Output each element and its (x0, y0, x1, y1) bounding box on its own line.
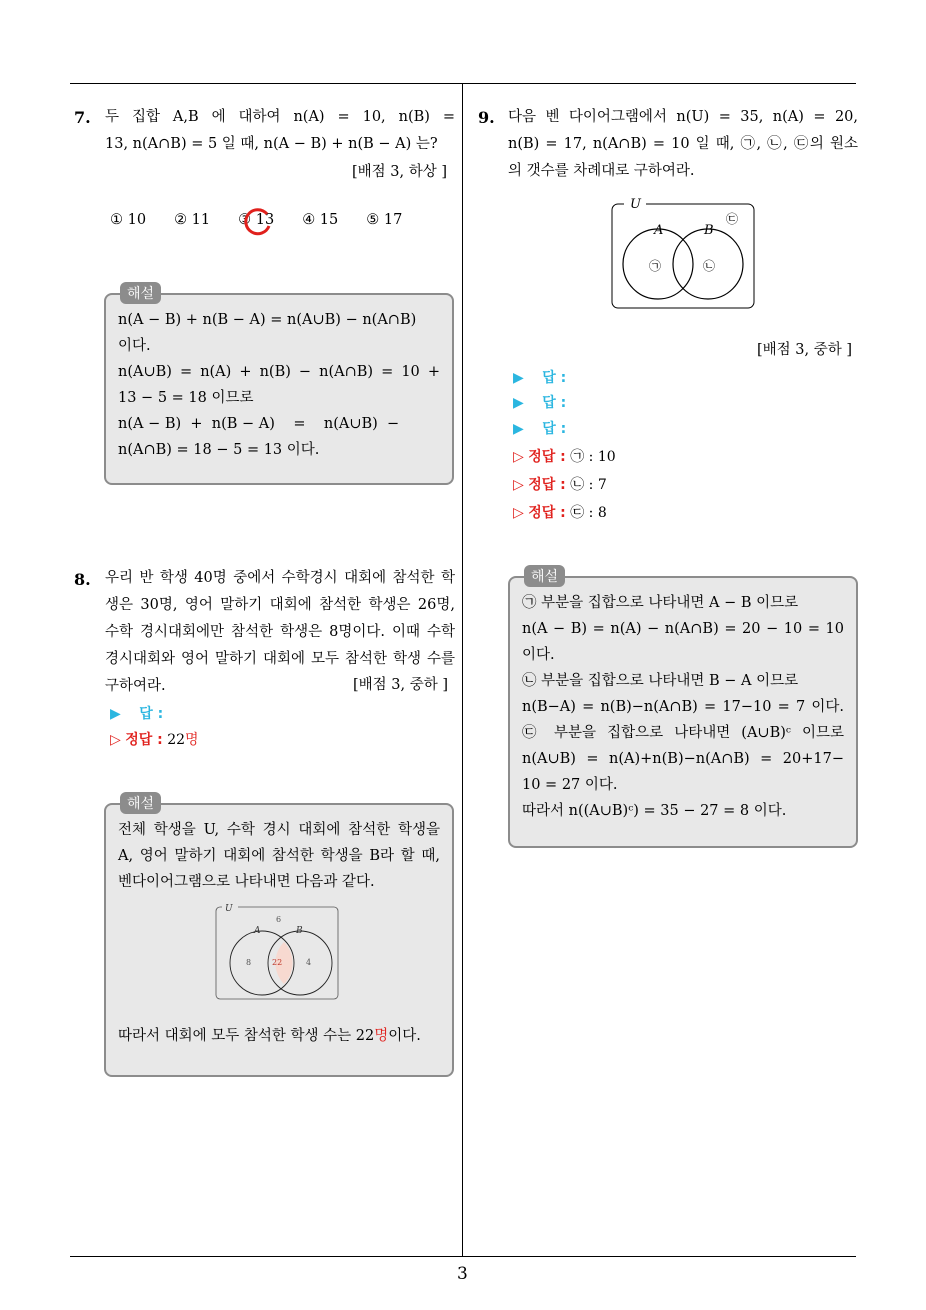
q8-line: 우리 반 학생 40명 중에서 수학경시 대회에 참석한 학 (105, 570, 455, 586)
sol-line: n(A∪B) = n(A)+n(B)−n(A∩B) = 20+17− (522, 751, 844, 767)
sol-line: n(A∩B) = 18 − 5 = 13 이다. (118, 442, 320, 458)
q8-answer-row (110, 703, 163, 723)
answer-label: 답 : (139, 706, 164, 722)
q7-grade: [배점 3, 하상 ] (352, 164, 448, 180)
q8-solution-box (104, 803, 454, 1077)
sol-line: 벤다이어그램으로 나타내면 다음과 같다. (118, 874, 375, 890)
q8-solution-tag: 해설 (120, 792, 161, 814)
answer-label: 답 : (542, 395, 567, 411)
venn-label-u: U (225, 904, 233, 914)
page-number: 3 (457, 1264, 468, 1284)
column-divider (462, 83, 463, 1257)
q7-line: 13, n(A∩B) = 5 일 때, n(A − B) + n(B − A) 는? (105, 136, 438, 152)
top-rule (70, 83, 856, 84)
q7-solution-tag: 해설 (120, 282, 161, 304)
q9-correct-row (513, 474, 607, 494)
correct-value: 22 (167, 732, 186, 748)
answer-label: 답 : (542, 421, 567, 437)
choice[interactable]: ④ 15 (302, 212, 339, 228)
bottom-rule (70, 1256, 856, 1257)
sol-line: 전체 학생을 U, 수학 경시 대회에 참석한 학생을 (118, 822, 440, 838)
q9-venn-diagram (610, 198, 758, 310)
venn-region-3: ㉢ (726, 212, 739, 226)
sol-line: 따라서 n((A∪B)ᶜ) = 35 − 27 = 8 이다. (522, 803, 787, 819)
sol-line: 10 = 27 이다. (522, 777, 618, 793)
q9-solution-box (508, 576, 858, 848)
sol-line: A, 영어 말하기 대회에 참석한 학생을 B라 할 때, (118, 848, 440, 864)
venn-left: 8 (246, 958, 252, 967)
venn-label-a: A (654, 223, 664, 238)
sol-line: ㉠ 부분을 집합으로 나타내면 A − B 이므로 (522, 595, 799, 611)
q9-line: 다음 벤 다이어그램에서 n(U) = 35, n(A) = 20, (508, 109, 858, 125)
venn-label-b: B (296, 926, 303, 936)
q7-solution-box (104, 293, 454, 485)
q9-correct-row (513, 446, 616, 466)
venn-region-2: ㉡ (703, 259, 716, 273)
selected-answer-circle-icon (241, 206, 273, 236)
venn-region-1: ㉠ (649, 259, 662, 273)
correct-label: 정답 : (528, 505, 566, 521)
q8-grade: [배점 3, 중하 ] (353, 677, 449, 693)
sol-end-pre: 따라서 대회에 모두 참석한 학생 수는 22 (118, 1028, 375, 1044)
correct-label: 정답 : (125, 732, 163, 748)
sol-line: n(A − B) = n(A) − n(A∩B) = 20 − 10 = 10 (522, 621, 844, 637)
q9-correct-row (513, 502, 607, 522)
q9-text (508, 104, 858, 185)
q8-correct-row (110, 729, 199, 749)
choice[interactable]: ⑤ 17 (366, 212, 403, 228)
answer-label: 답 : (542, 370, 567, 386)
sol-line: 이다. (522, 647, 555, 663)
triangle-icon: ▶ (110, 706, 121, 722)
sol-line: ㉡ 부분을 집합으로 나타내면 B − A 이므로 (522, 673, 799, 689)
correct-unit: 명 (185, 732, 199, 748)
sol-line: 이다. (118, 338, 151, 354)
q8-line: 구하여라. (105, 678, 166, 694)
q9-answer-row (513, 367, 566, 387)
outline-triangle-icon: ▷ (513, 505, 524, 521)
venn-right: 4 (306, 958, 312, 967)
correct-value: ㉡ : 7 (570, 477, 607, 493)
q8-venn-diagram (214, 903, 344, 1003)
q8-line: 경시대회와 영어 말하기 대회에 모두 참석한 학생 수를 (105, 651, 455, 667)
q9-answer-row (513, 392, 566, 412)
outline-triangle-icon: ▷ (110, 732, 121, 748)
venn-label-u: U (630, 198, 641, 212)
choice[interactable]: ③ 13 (238, 212, 275, 228)
q7-text (105, 104, 455, 158)
correct-label: 정답 : (528, 477, 566, 493)
correct-label: 정답 : (528, 449, 566, 465)
sol-end-unit: 명 (374, 1028, 389, 1044)
outline-triangle-icon: ▷ (513, 449, 524, 465)
venn-label-b: B (704, 223, 714, 238)
q8-line: 수학 경시대회에만 참석한 학생은 8명이다. 이때 수학 (105, 624, 455, 640)
venn-label-a: A (254, 926, 261, 936)
q9-line: n(B) = 17, n(A∩B) = 10 일 때, ㉠, ㉡, ㉢의 원소 (508, 136, 858, 152)
sol-line: n(B−A) = n(B)−n(A∩B) = 17−10 = 7 이다. (522, 699, 844, 715)
q9-grade: [배점 3, 중하 ] (757, 342, 853, 358)
triangle-icon: ▶ (513, 421, 524, 437)
venn-middle: 22 (272, 958, 283, 967)
q8-number: 8. (74, 570, 91, 589)
sol-line: 13 − 5 = 18 이므로 (118, 390, 254, 406)
q9-line: 의 갯수를 차례대로 구하여라. (508, 163, 695, 179)
correct-value: ㉠ : 10 (570, 449, 616, 465)
venn-outside: 6 (276, 915, 282, 924)
choice[interactable]: ② 11 (174, 212, 211, 228)
q7-number: 7. (74, 108, 91, 127)
sol-line: n(A − B) + n(B − A) = n(A∪B) − (118, 416, 400, 432)
triangle-icon: ▶ (513, 370, 524, 386)
q9-answer-row (513, 418, 566, 438)
q9-solution-tag: 해설 (524, 565, 565, 587)
sol-end-post: 이다. (388, 1028, 421, 1044)
correct-value: ㉢ : 8 (570, 505, 607, 521)
q9-number: 9. (478, 108, 495, 127)
sol-line-final (118, 1023, 440, 1049)
sol-line: n(A − B) + n(B − A) = n(A∪B) − n(A∩B) (118, 312, 417, 328)
q7-line: 두 집합 A,B 에 대하여 n(A) = 10, n(B) = (105, 109, 455, 125)
q8-line: 생은 30명, 영어 말하기 대회에 참석한 학생은 26명, (105, 597, 455, 613)
outline-triangle-icon: ▷ (513, 477, 524, 493)
sol-line: ㉢ 부분을 집합으로 나타내면 (A∪B)ᶜ 이므로 (522, 725, 844, 741)
triangle-icon: ▶ (513, 395, 524, 411)
sol-line: n(A∪B) = n(A) + n(B) − n(A∩B) = 10 + (118, 364, 440, 380)
choice[interactable]: ① 10 (110, 212, 147, 228)
